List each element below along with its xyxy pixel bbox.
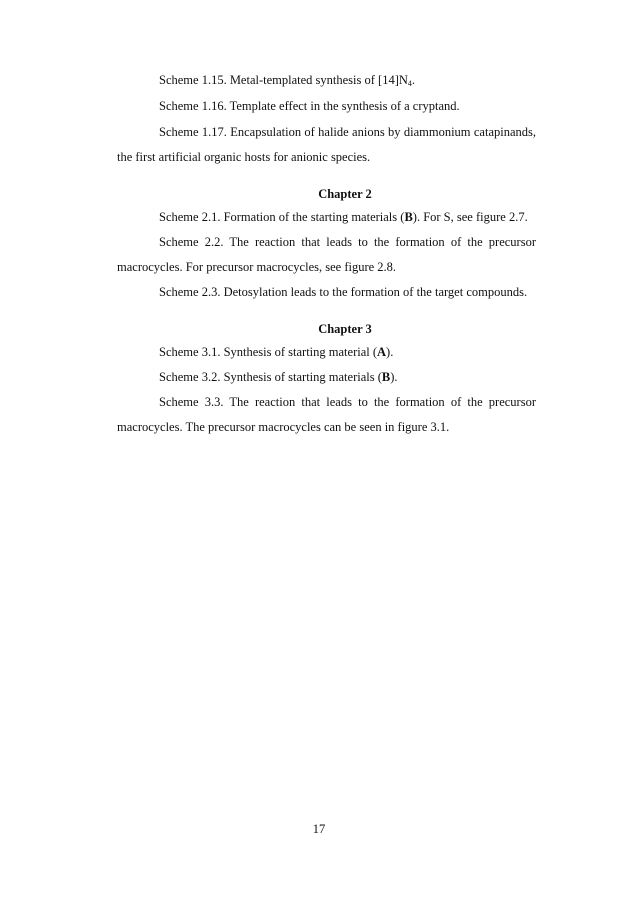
scheme-2-2-line-2: macrocycles. For precursor macrocycles, see figure 2.8. [117,260,397,274]
scheme-3-1 [159,344,536,360]
scheme-3-3-line-1: Scheme 3.3. The reaction that leads to the formation of the precursor [159,395,536,409]
scheme-1-15 [159,72,536,88]
chapter-2-heading: Chapter 2 [318,187,372,201]
scheme-3-1-bold: A [377,345,387,359]
scheme-2-2-line-1: Scheme 2.2. The reaction that leads to the formation of the precursor [159,235,536,249]
scheme-1-15-suffix: . [411,73,416,87]
scheme-3-1-text: Scheme 3.1. Synthesis of starting material ( [159,345,378,359]
scheme-2-1 [159,209,536,225]
scheme-1-15-subscript: 4 [407,79,412,88]
scheme-2-1-bold: B [404,210,413,224]
scheme-2-1-suffix: ). For S, see figure 2.7. [412,210,528,224]
scheme-3-2 [159,369,536,385]
scheme-1-17-line-2: the first artificial organic hosts for anionic species. [117,150,371,164]
scheme-3-2-text: Scheme 3.2. Synthesis of starting materials ( [159,370,382,384]
scheme-1-16: Scheme 1.16. Template effect in the synthesis of a cryptand. [159,99,460,113]
scheme-1-15-text: Scheme 1.15. Metal-templated synthesis of [14]N [159,73,408,87]
scheme-1-17-line-1: Scheme 1.17. Encapsulation of halide anions by diammonium catapinands, [159,125,536,139]
scheme-3-3-line-2: macrocycles. The precursor macrocycles can be seen in figure 3.1. [117,420,450,434]
page-number: 17 [312,822,326,836]
scheme-3-1-suffix: ). [386,345,394,359]
scheme-2-3: Scheme 2.3. Detosylation leads to the formation of the target compounds. [159,285,528,299]
scheme-2-1-text: Scheme 2.1. Formation of the starting materials ( [159,210,405,224]
scheme-3-2-bold: B [381,370,391,384]
chapter-3-heading: Chapter 3 [318,322,372,336]
scheme-3-2-suffix: ). [390,370,398,384]
